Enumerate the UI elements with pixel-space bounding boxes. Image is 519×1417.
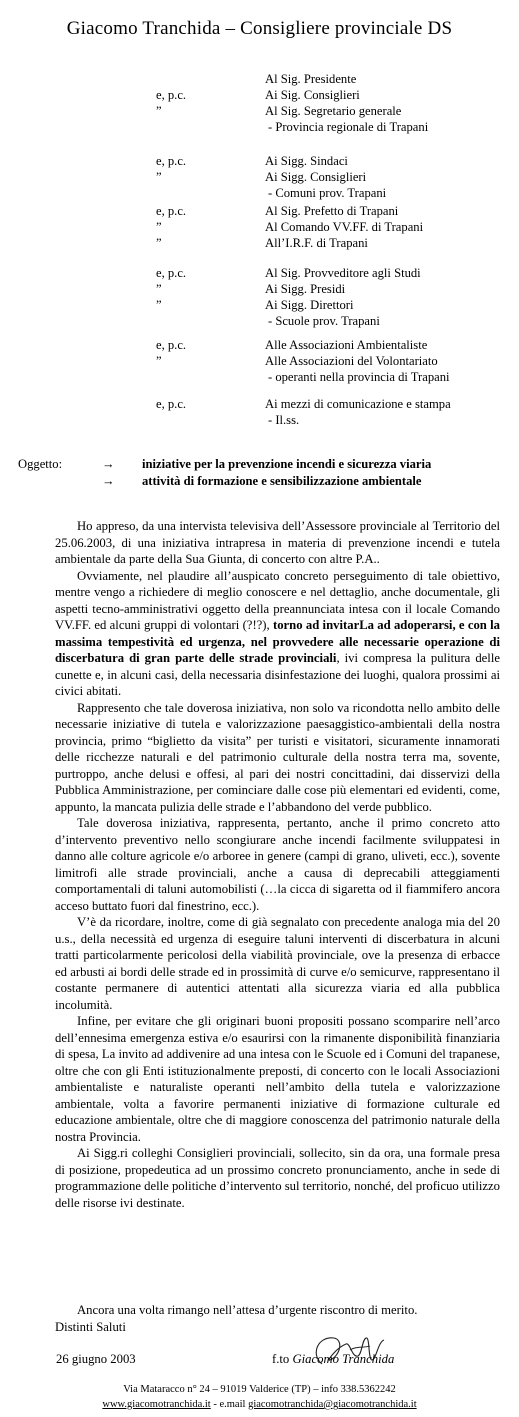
recipient-row: [0, 281, 519, 297]
signature-prefix: f.to: [272, 1352, 290, 1366]
recipient-name: - operanti nella provincia di Trapani: [268, 370, 450, 384]
recipient-row: [0, 203, 519, 219]
recipient-block: [0, 203, 519, 251]
recipient-row: [0, 265, 519, 281]
recipient-row: [0, 396, 519, 412]
body-paragraph: Rappresento che tale doverosa iniziativa, non solo va ricondotta nello ambito delle necessarie iniziative di tutela e valorizzazione paesaggistico-ambientali della nostra provincia, primo “biglietto da visita” per turisti e visitatori, sicuramente innamorati delle ricchezze naturali e del patrimonio culturale della nostra terra ma, sovente, purtroppo, anche delusi e offesi, al pari dei nostri concittadini, dai disservizi della Pubblica Amministrazione, per cominciare dalle cose più elementari ed evidenti, come, appunto, la mancata pulizia delle strade e l’abbandono del verde pubblico.: [55, 700, 500, 814]
recipient-name: Ai Sigg. Sindaci: [265, 154, 348, 168]
recipient-copy-marker: ”: [156, 220, 162, 234]
footer-separator: -: [213, 1399, 220, 1410]
body-paragraph: Tale doverosa iniziativa, rappresenta, pertanto, anche il primo concreto atto d’intervento preventivo nello scongiurare anche incendi facilmente sviluppatesi in danno alle colture agricole e/o arboree in genere (campi di grano, uliveti, ecc.), sovente limitrofi alle strade provinciali, anche a causa di deprecabili atteggiamenti comportamentali di taluni automobilisti (…la cicca di sigaretta od il fiammifero ancora acceso buttato fuori dal finestrino, ecc.).: [55, 816, 500, 913]
recipient-name: Ai mezzi di comunicazione e stampa: [265, 397, 451, 411]
recipient-name: Al Comando VV.FF. di Trapani: [265, 220, 424, 234]
recipient-block: [0, 337, 519, 385]
recipient-row: [0, 337, 519, 353]
recipient-row: [0, 353, 519, 369]
arrow-right-icon: →: [102, 474, 115, 488]
closing-salutation: Distinti Saluti: [55, 1320, 126, 1334]
body-paragraph: V’è da ricordare, inoltre, come di già segnalato con precedente analoga mia del 20 u.s., della necessità ed urgenza di eseguire taluni interventi di discerbatura in alcuni tratti particolarmente pericolosi della viabilità provinciale, ove la presenza di erbacce ed arbusti ai bordi delle strade ed in prossimità di curve e/o semicurve, rappresentano il costante permanere di autentici attentati alla sicurezza viaria ed alla pubblica incolumità.: [55, 915, 500, 1012]
recipient-name: Al Sig. Provveditore agli Studi: [265, 266, 421, 280]
recipient-name: Alle Associazioni Ambientaliste: [265, 338, 428, 352]
body-paragraph: Ho appreso, da una intervista televisiva dell’Assessore provinciale al Territorio del 25.06.2003, di una iniziativa intrapresa in materia di prevenzione incendi e tutela ambientale da parte della Sua Giunta, di concerto con altre P.A..: [55, 519, 500, 566]
footer-website-link[interactable]: www.giacomotranchida.it: [102, 1399, 211, 1410]
recipient-row: [0, 71, 519, 87]
recipient-name: Ai Sigg. Direttori: [265, 298, 354, 312]
recipient-copy-marker: e, p.c.: [156, 266, 187, 280]
letter-date: 26 giugno 2003: [56, 1352, 136, 1366]
recipient-copy-marker: ”: [156, 354, 162, 368]
recipient-copy-marker: e, p.c.: [156, 204, 187, 218]
recipient-block: [0, 265, 519, 329]
footer-address: [0, 1384, 519, 1395]
recipient-name: - Comuni prov. Trapani: [268, 186, 387, 200]
body-paragraph: Infine, per evitare che gli originari buoni propositi possano scomparire nell’arco dell’ennesima emergenza estiva e/o esaurirsi con la rimanente disponibilità finanziaria di spesa, La invito ad addivenire ad una intesa con le Scuole ed i Comuni del trapanese, oltre che con gli Enti istituzionalmente preposti, di concerto con le locali Associazioni ambientaliste e naturaliste operanti nell’ambito della tutela e valorizzazione ambientale, volta a favorire permanenti iniziative di formazione culturale ed educazione ambientale, oltre che di maggiore conoscenza del patrimonio naturale della nostra Provincia.: [55, 1014, 500, 1144]
recipient-row: [0, 87, 519, 103]
signature-line: [272, 1352, 394, 1367]
recipient-block: [0, 71, 519, 135]
subject-item: attività di formazione e sensibilizzazione ambientale: [142, 474, 422, 488]
recipient-name: Al Sig. Prefetto di Trapani: [265, 204, 399, 218]
recipient-name: Ai Sig. Consiglieri: [265, 88, 360, 102]
closing-line: Ancora una volta rimango nell’attesa d’urgente riscontro di merito.: [77, 1303, 418, 1317]
recipient-block: [0, 153, 519, 201]
recipient-row: [0, 297, 519, 313]
recipient-name: Al Sig. Presidente: [265, 72, 357, 86]
recipient-copy-marker: e, p.c.: [156, 88, 187, 102]
recipient-row: [0, 119, 519, 135]
recipient-name: Alle Associazioni del Volontariato: [265, 354, 438, 368]
footer-email-link[interactable]: giacomotranchida@giacomotranchida.it: [248, 1399, 417, 1410]
subject-label: Oggetto:: [18, 457, 63, 471]
recipient-block: [0, 396, 519, 428]
subject-block: [18, 456, 518, 490]
recipient-row: [0, 313, 519, 329]
body-text-run: , ivi compresa la pulitura delle cunette e, in alcuni casi, della necessaria disinfestazione dei luoghi, qualora prossimi ai civici abitati.: [55, 651, 500, 698]
recipient-row: [0, 103, 519, 119]
body-emphasis: torno ad invitarLa ad adoperarsi, e con la massima tempestività ed urgenza, nel provvedere alle necessarie operazione di discerbatura di gran parte delle strade provinciali: [55, 618, 501, 665]
letter-header: [0, 18, 519, 40]
recipient-name: - Scuole prov. Trapani: [268, 314, 380, 328]
body-text-run: Ovviamente, nel plaudire all’auspicato concreto perseguimento di tale obiettivo, mentre vengo a richiedere di meglio conoscere e nel dettaglio, anche documentale, gli aspetti tecno-amministrativi oggetto della preannunciata intesa con il locale Comando VV.FF. ed alcuni gruppi di volontari (?!?),: [55, 568, 500, 632]
recipient-copy-marker: e, p.c.: [156, 397, 187, 411]
recipient-name: Al Sig. Segretario generale: [265, 104, 402, 118]
letter-title: Giacomo Tranchida – Consigliere provinciale DS: [66, 18, 453, 39]
recipient-copy-marker: ”: [156, 236, 162, 250]
recipient-row: [0, 219, 519, 235]
recipient-name: Ai Sigg. Presidi: [265, 282, 346, 296]
recipient-row: [0, 185, 519, 201]
recipient-row: [0, 169, 519, 185]
recipient-copy-marker: ”: [156, 170, 162, 184]
recipient-name: - Provincia regionale di Trapani: [268, 120, 429, 134]
arrow-right-icon: →: [102, 457, 115, 471]
recipient-row: [0, 412, 519, 428]
footer-contacts: [0, 1399, 519, 1410]
footer-address-text: Via Mataracco n° 24 – 91019 Valderice (TP) – info 338.5362242: [123, 1384, 396, 1395]
recipient-copy-marker: e, p.c.: [156, 154, 187, 168]
body-paragraph: Ai Sigg.ri colleghi Consiglieri provinciali, sollecito, sin da ora, una formale presa di posizione, propedeutica ad un prossimo concreto pronunciamento, anche in sede di programmazione delle politiche d’intervento sul territorio, nonché, del proficuo utilizzo delle risorse ivi destinate.: [55, 1146, 500, 1210]
recipient-name: Ai Sigg. Consiglieri: [265, 170, 367, 184]
recipient-row: [0, 369, 519, 385]
recipient-copy-marker: e, p.c.: [156, 338, 187, 352]
body-paragraph: [55, 568, 500, 700]
recipient-copy-marker: ”: [156, 104, 162, 118]
recipient-name: - Il.ss.: [268, 413, 300, 427]
subject-line: [18, 473, 518, 490]
recipient-row: [0, 235, 519, 251]
recipient-copy-marker: ”: [156, 282, 162, 296]
signature-name: Giacomo Tranchida: [292, 1352, 395, 1366]
recipient-name: All’I.R.F. di Trapani: [265, 236, 368, 250]
subject-line: [18, 456, 518, 473]
footer-email-label: e.mail: [219, 1399, 246, 1410]
subject-item: iniziative per la prevenzione incendi e sicurezza viaria: [142, 457, 432, 471]
recipient-copy-marker: ”: [156, 298, 162, 312]
letter-body: [55, 518, 500, 1211]
recipient-row: [0, 153, 519, 169]
